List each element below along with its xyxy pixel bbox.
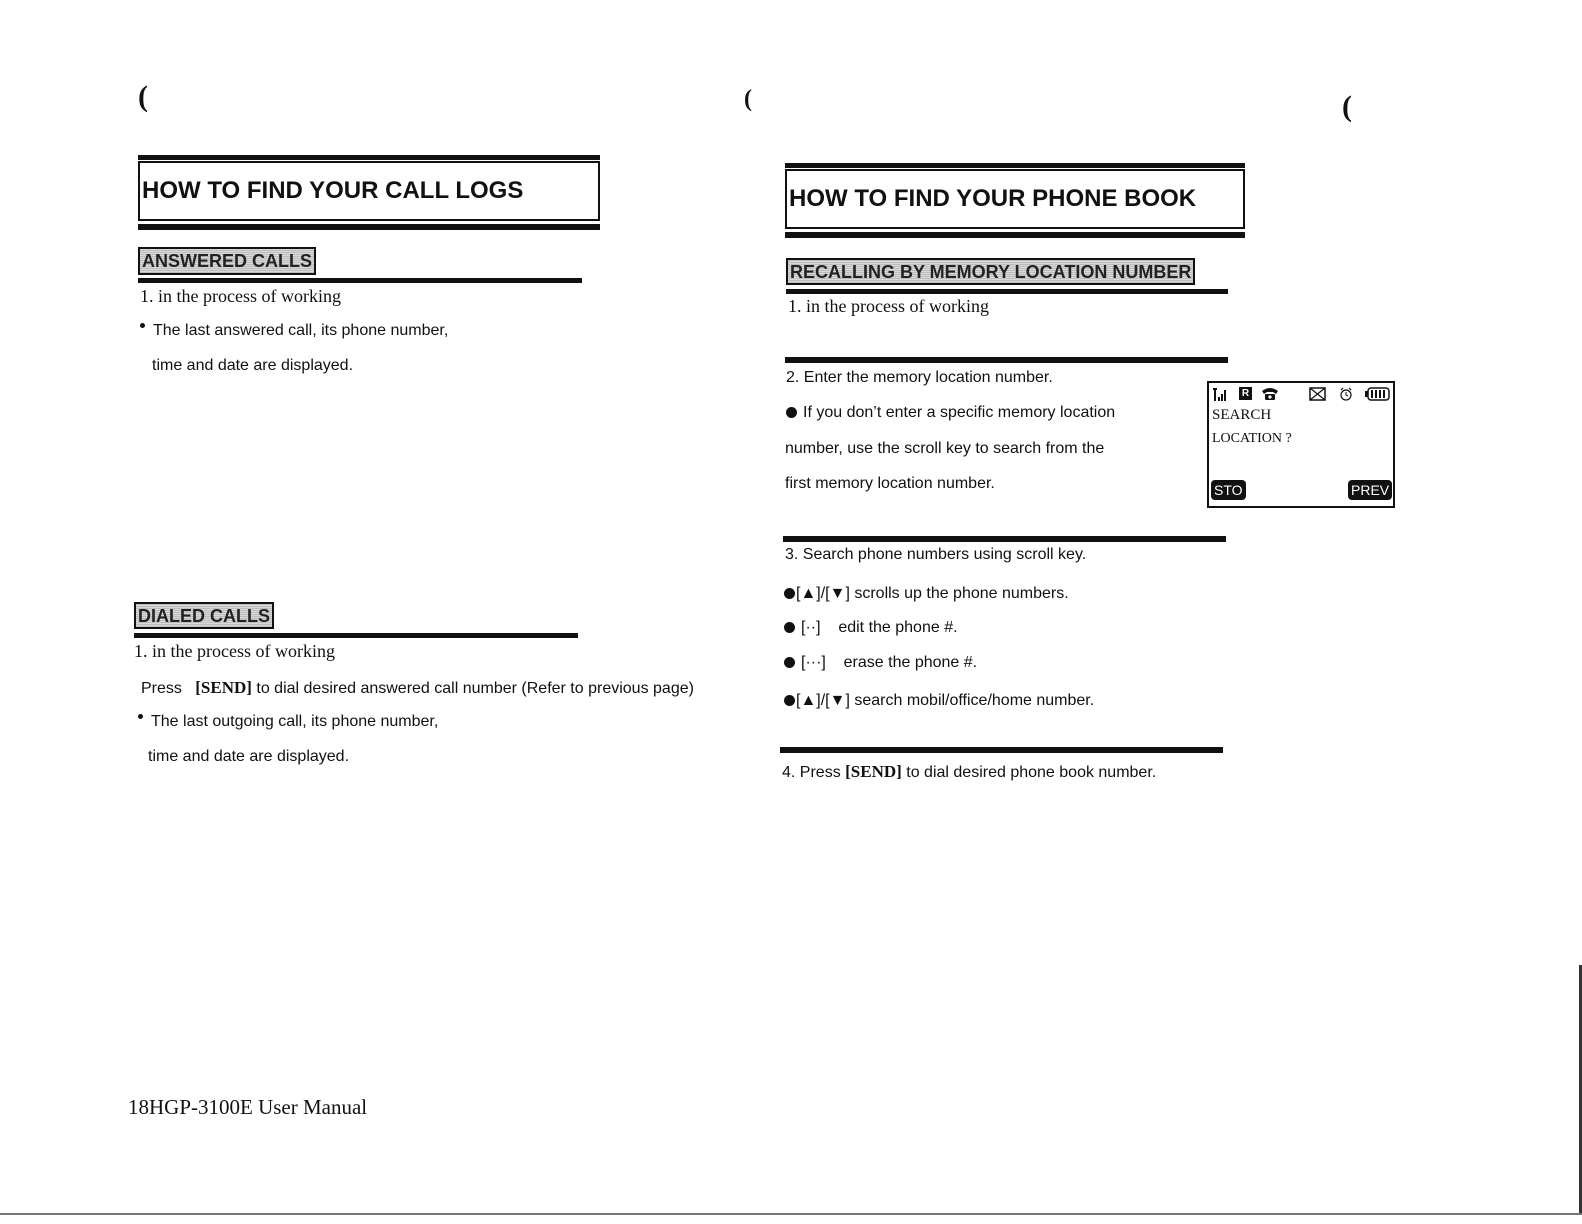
phonebook-step-4 bbox=[782, 762, 1156, 782]
bullet-mark bbox=[784, 588, 795, 599]
section-rule bbox=[138, 278, 582, 283]
phone-icon bbox=[1261, 386, 1279, 402]
answered-bullet bbox=[140, 322, 448, 340]
step2-bullet-text: If you don’t enter a specific memory location bbox=[803, 404, 1116, 421]
answered-bullet-cont: time and date are displayed. bbox=[152, 357, 354, 374]
title-rule-top bbox=[138, 155, 600, 160]
edit-key-label: [··] bbox=[801, 619, 821, 636]
envelope-icon bbox=[1309, 387, 1326, 401]
bullet-mark bbox=[784, 695, 795, 706]
paren-mark-left: ( bbox=[138, 80, 148, 113]
section-rule bbox=[783, 536, 1226, 542]
phone-book-title: HOW TO FIND YOUR PHONE BOOK bbox=[785, 169, 1245, 229]
step3-bullet-erase-text: erase the phone #. bbox=[843, 654, 978, 671]
dialed-bullet-cont: time and date are displayed. bbox=[148, 748, 350, 765]
battery-icon bbox=[1365, 387, 1391, 401]
phonebook-step-2: 2. Enter the memory location number. bbox=[786, 369, 1053, 386]
step4-press-label: 4. Press bbox=[782, 764, 841, 781]
send-key-label: [SEND] bbox=[195, 678, 252, 697]
step3-bullet-edit-text: edit the phone #. bbox=[838, 619, 958, 636]
call-logs-title: HOW TO FIND YOUR CALL LOGS bbox=[138, 161, 600, 221]
lcd-line-2: LOCATION ? bbox=[1212, 431, 1292, 446]
page-footer: 18HGP-3100E User Manual bbox=[128, 1095, 368, 1119]
recalling-heading: RECALLING BY MEMORY LOCATION NUMBER bbox=[786, 258, 1195, 285]
title-rule-top bbox=[785, 163, 1245, 168]
step2-bullet-cont: first memory location number. bbox=[785, 475, 995, 492]
bullet-mark bbox=[784, 622, 795, 633]
prev-softkey[interactable]: PREV bbox=[1348, 480, 1392, 500]
roaming-icon: R bbox=[1239, 387, 1252, 400]
phone-lcd-screen bbox=[1207, 381, 1395, 508]
step3-bullet-edit bbox=[784, 619, 958, 637]
section-rule bbox=[786, 289, 1228, 294]
phonebook-step-1: 1. in the process of working bbox=[788, 296, 989, 316]
press-label: Press bbox=[141, 680, 182, 697]
step3-bullet-search bbox=[784, 692, 1094, 710]
dialed-press-line bbox=[141, 678, 694, 698]
dialed-step-1: 1. in the process of working bbox=[134, 641, 335, 661]
lcd-line-1: SEARCH bbox=[1212, 407, 1272, 423]
step2-bullet bbox=[786, 404, 1115, 422]
step4-description: to dial desired phone book number. bbox=[906, 764, 1157, 781]
dialed-calls-heading: DIALED CALLS bbox=[134, 602, 274, 629]
erase-key-label: [···] bbox=[801, 654, 826, 671]
bullet-mark bbox=[138, 714, 143, 719]
title-rule-bottom bbox=[138, 224, 600, 230]
scan-bottom-line bbox=[0, 1213, 1582, 1215]
signal-icon bbox=[1213, 387, 1229, 403]
paren-mark-center: ( bbox=[744, 86, 752, 112]
section-rule bbox=[134, 633, 578, 638]
answered-calls-heading: ANSWERED CALLS bbox=[138, 247, 316, 275]
paren-mark-right: ( bbox=[1342, 90, 1352, 123]
send-key-label: [SEND] bbox=[845, 762, 902, 781]
dialed-bullet-text: The last outgoing call, its phone number, bbox=[151, 713, 439, 730]
alarm-icon bbox=[1339, 387, 1353, 401]
step3-bullet-scroll-text: [▲]/[▼] scrolls up the phone numbers. bbox=[796, 585, 1069, 602]
sto-softkey[interactable]: STO bbox=[1211, 480, 1246, 500]
step2-bullet-cont: number, use the scroll key to search from the bbox=[785, 440, 1105, 457]
step3-bullet-scroll bbox=[784, 585, 1069, 603]
answered-bullet-text: The last answered call, its phone number, bbox=[153, 322, 449, 339]
bullet-mark bbox=[786, 407, 797, 418]
step3-bullet-erase bbox=[784, 654, 977, 672]
section-rule bbox=[780, 747, 1223, 753]
dialed-bullet bbox=[138, 713, 438, 731]
bullet-mark bbox=[140, 323, 145, 328]
answered-step-1: 1. in the process of working bbox=[140, 286, 341, 306]
step3-bullet-search-text: [▲]/[▼] search mobil/office/home number. bbox=[796, 692, 1095, 709]
section-rule bbox=[785, 357, 1228, 363]
press-description: to dial desired answered call number (Refer to previous page) bbox=[256, 680, 694, 697]
phonebook-step-3: 3. Search phone numbers using scroll key. bbox=[785, 546, 1087, 563]
title-rule-bottom bbox=[785, 232, 1245, 238]
bullet-mark bbox=[784, 657, 795, 668]
